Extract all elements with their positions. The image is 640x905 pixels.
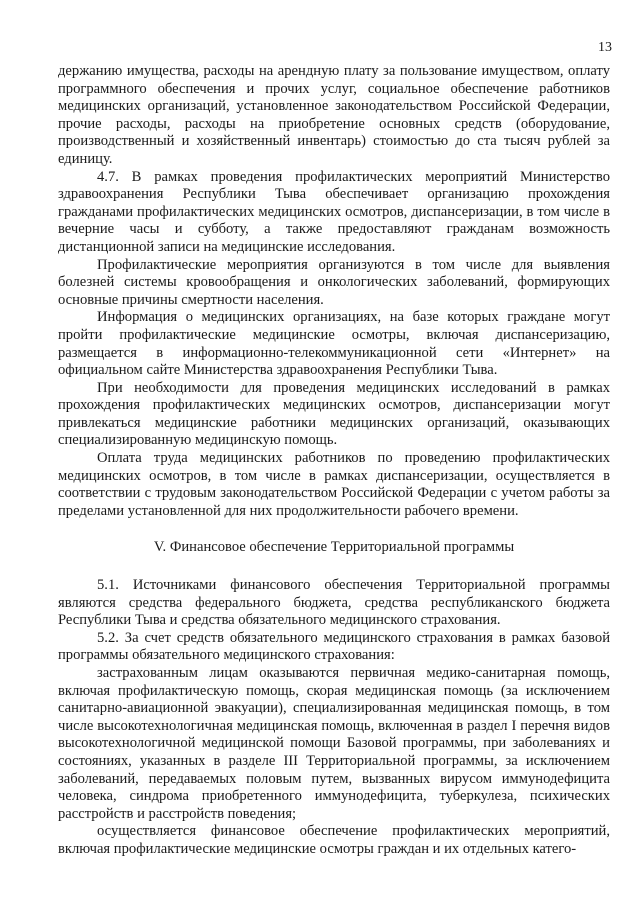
page-number: 13 bbox=[598, 40, 612, 55]
paragraph-preventive-measures: Профилактические мероприятия организуются в том числе для выявления болезней системы кровообращения и онкологических заболеваний, формирующих основные причины смертности населения. bbox=[58, 256, 610, 308]
paragraph-payment: Оплата труда медицинских работников по проведению профилактических медицинских осмотров, в том числе в рамках диспансеризации, осуществляется в соответствии с трудовым законодательством Российской Федерации с учетом работы за пределами установленной для них продолжительности рабочего времени. bbox=[58, 450, 610, 519]
paragraph-specialists: При необходимости для проведения медицинских исследований в рамках прохождения профилактических медицинских осмотров, диспансеризации могут привлекаться медицинские работники медицинских организаций, оказывающих специализированную медицинскую помощь. bbox=[58, 379, 610, 449]
paragraph-continuation: держанию имущества, расходы на арендную плату за пользование имуществом, оплату программного обеспечения и прочих услуг, социальное обеспечение работников медицинских организаций, установленное законодательством Российской Федерации, прочие расходы, расходы на приобретение основных средств (оборудование, производственный и хозяйственный инвентарь) стоимостью до ста тысяч рублей за единицу. bbox=[58, 63, 610, 167]
document-body bbox=[58, 63, 610, 859]
paragraph-5-1: 5.1. Источниками финансового обеспечения Территориальной программы являются средства федерального бюджета, средства республиканского бюджета Республики Тыва и средства обязательного медицинского страхования. bbox=[58, 577, 610, 629]
paragraph-4-7: 4.7. В рамках проведения профилактических мероприятий Министерство здравоохранения Республики Тыва обеспечивает организацию прохождения гражданами профилактических медицинских осмотров, диспансеризации, в том числе в вечерние часы и субботу, а также предоставляют гражданам возможность дистанционной записи на медицинские исследования. bbox=[58, 168, 610, 255]
paragraph-financing-preventive: осуществляется финансовое обеспечение профилактических мероприятий, включая профилактические медицинские осмотры граждан и их отдельных катего- bbox=[58, 823, 610, 857]
paragraph-5-2: 5.2. За счет средств обязательного медицинского страхования в рамках базовой программы обязательного медицинского страхования: bbox=[58, 629, 610, 664]
section-heading: V. Финансовое обеспечение Территориальной программы bbox=[153, 539, 515, 556]
paragraph-insured-persons: застрахованным лицам оказываются первичная медико-санитарная помощь, включая профилактическую помощь, скорая медицинская помощь (за исключением санитарно-авиационной эвакуации), специализированная медицинская помощь, в том числе высокотехнологичная медицинская помощь, включенная в раздел I перечня видов высокотехнологичной медицинской помощи Базовой программы, при заболеваниях и состояниях, указанных в разделе III Территориальной программы, за исключением заболеваний, передаваемых половым путем, вызванных вирусом иммунодефицита человека, синдрома приобретенного иммунодефицита, туберкулеза, психических расстройств и расстройств поведения; bbox=[58, 665, 610, 822]
paragraph-organizations-info: Информация о медицинских организациях, на базе которых граждане могут пройти профилактические медицинские осмотры, включая диспансеризацию, размещается в информационно-телекоммуникационной сети «Интернет» на официальном сайте Министерства здравоохранения Республики Тыва. bbox=[58, 309, 610, 379]
